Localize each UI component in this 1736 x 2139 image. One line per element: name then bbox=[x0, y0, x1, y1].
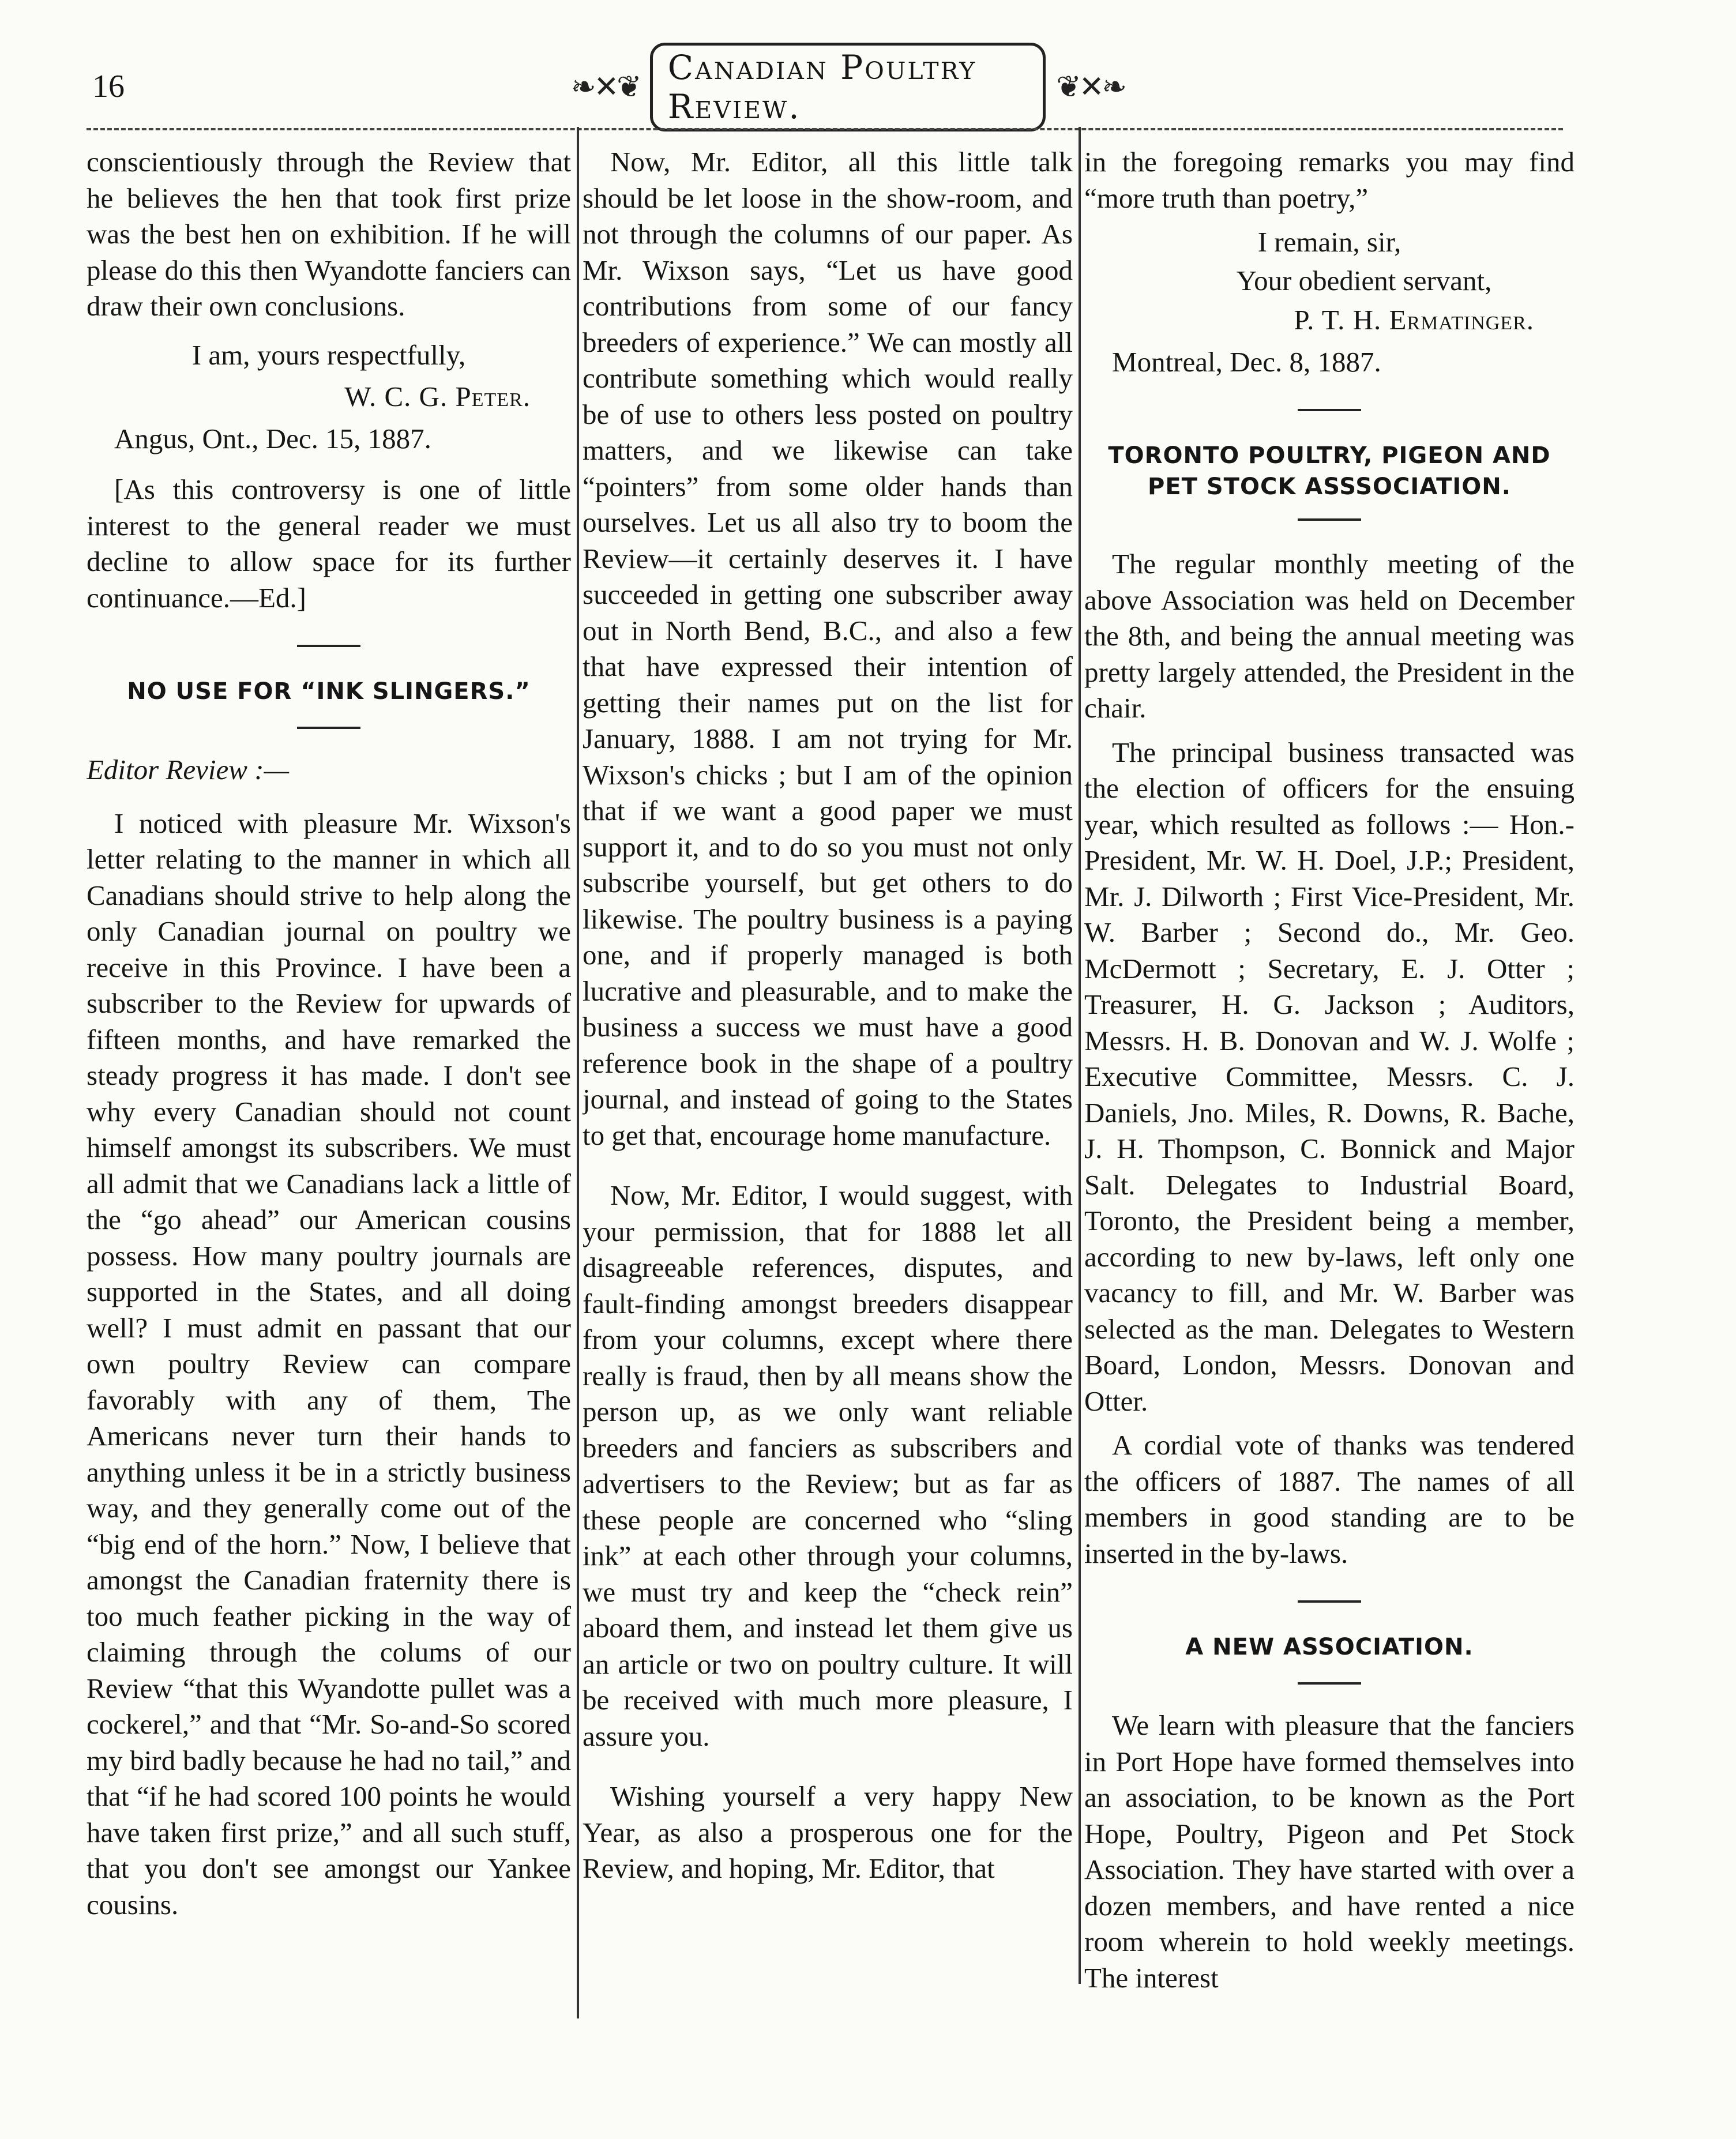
column-divider bbox=[577, 127, 579, 2018]
article-paragraph: The principal business transacted was the election of officers for the ensuing year, which resulted as follows :— Hon.-President, Mr. W. H. Doel, J.P.; President, Mr. J. Dilworth ; First Vice-President, Mr. W. Barber ; Second do., Mr. Geo. McDermott ; Secretary, E. J. Otter ; Treasurer, H. G. Jackson ; Auditors, Messrs. H. B. Donovan and W. J. Wolfe ; Executive Committee, Messrs. C. J. Daniels, Jno. Miles, R. Downs, R. Bache, J. H. Thompson, C. Bonnick and Major Salt. Delegates to Industrial Board, Toronto, the President being a member, according to new by-laws, left only one vacancy to fill, and Mr. W. Barber was selected as the man. Delegates to Western Board, London, Messrs. Donovan and Otter. bbox=[1084, 736, 1575, 1417]
letter-body-paragraph: Now, Mr. Editor, all this little talk should be let loose in the show-room, and not through the columns of our paper. As Mr. Wixson says, “Let us have good contributions from some of our fancy breeders of experience.” We can mostly all contribute something which would really be of use to others less posted on poultry matters, and we likewise can take “pointers” from some older hands than ourselves. Let us all also try to boom the Review—it certainly deserves it. I have succeeded in getting one subscriber away out in North Bend, B.C., and also a few that have expressed their intention of getting their names put on the list for January, 1888. I am not trying for Mr. Wixson's chicks ; but I am of the opinion that if we want a good paper we must support it, and to do so you must not only subscribe yourself, but get others to do likewise. The poultry business is a paying one, and if properly managed is both lucrative and pleasurable, and to make the business a success we must have a good reference book in the shape of a poultry journal, and instead of going to the States to get that, encourage home manufacture. bbox=[583, 146, 1073, 1151]
column-3 bbox=[1084, 144, 1575, 2007]
publication-title: Canadian Poultry Review. bbox=[650, 43, 1046, 131]
masthead bbox=[571, 48, 1125, 126]
letter-signature bbox=[1084, 302, 1575, 339]
section-rule bbox=[1298, 409, 1361, 411]
editor-note: [As this controversy is one of little interest to the general reader we must decline to allow space for its further continuance.—Ed.] bbox=[87, 473, 571, 614]
signature-name: P. T. H. Ermatinger. bbox=[1294, 304, 1534, 336]
article-paragraph: We learn with pleasure that the fanciers in Port Hope have formed themselves into an association, to be known as the Port Hope, Poultry, Pigeon and Pet Stock Association. They have started with over a dozen members, and have rented a nice room wherein to hold weekly meetings. The interest bbox=[1084, 1709, 1575, 1994]
letter-body-paragraph: Wishing yourself a very happy New Year, as also a prosperous one for the Review, and hoping, Mr. Editor, that bbox=[583, 1780, 1073, 1884]
article-headline: A NEW ASSOCIATION. bbox=[1185, 1634, 1474, 1660]
letter-continuation: conscientiously through the Review that he believes the hen that took first prize was the best hen on exhibition. If he will please do this then Wyandotte fanciers can draw their own conclusions. bbox=[87, 146, 571, 322]
column-2 bbox=[583, 144, 1073, 2007]
page-number: 16 bbox=[92, 69, 125, 104]
letter-dateline: Montreal, Dec. 8, 1887. bbox=[1112, 345, 1381, 378]
column-1 bbox=[87, 144, 571, 2007]
ornament-right: ❦✕❧ bbox=[1056, 71, 1125, 104]
signature-name: W. C. G. Peter. bbox=[344, 381, 531, 412]
ornament-left: ❧✕❦ bbox=[571, 71, 640, 104]
letter-closing: I remain, sir, bbox=[1257, 226, 1401, 258]
section-rule bbox=[297, 645, 360, 647]
header-rule bbox=[87, 128, 1563, 130]
letter-body-paragraph: I noticed with pleasure Mr. Wixson's letter relating to the manner in which all Canadians should strive to help along the only Canadian journal on poultry we receive in this Province. I have been a subscriber to the Review for upwards of fifteen months, and have remarked the steady progress it has made. I don't see why every Canadian should not count himself amongst its subscribers. We must all admit that we Canadians lack a little of the “go ahead” our American cousins possess. How many poultry journals are supported in the States, and all doing well? I must admit en passant that our own poultry Review can compare favorably with any of them, The Americans never turn their hands to anything unless it be in a strictly business way, and they generally come out of the “big end of the horn.” Now, I believe that amongst the Canadian fraternity there is too much feather picking in the way of claiming through the colums of our Review “that this Wyandotte pullet was a cockerel,” and that “Mr. So-and-So scored my bird badly because he had no tail,” and that “if he had scored 100 points he would have taken first prize,” and all such stuff, that you don't see amongst our Yankee cousins. bbox=[87, 807, 571, 1920]
letter-salutation: Editor Review :— bbox=[87, 754, 290, 785]
column-divider bbox=[1079, 127, 1081, 1984]
letter-closing: Your obedient servant, bbox=[1236, 264, 1492, 296]
article-headline: TORONTO POULTRY, PIGEON AND PET STOCK ASSSOCIATION. bbox=[1108, 442, 1551, 500]
section-rule bbox=[1298, 1600, 1361, 1603]
letter-continuation: in the foregoing remarks you may find “more truth than poetry,” bbox=[1084, 146, 1575, 214]
letter-signature bbox=[87, 379, 571, 415]
headline-rule bbox=[297, 727, 360, 729]
article-paragraph: A cordial vote of thanks was tendered the officers of 1887. The names of all members in good standing are to be inserted in the by-laws. bbox=[1084, 1429, 1575, 1569]
headline-rule bbox=[1298, 1682, 1361, 1685]
headline-rule bbox=[1298, 518, 1361, 521]
article-paragraph: The regular monthly meeting of the above Association was held on December the 8th, and being the annual meeting was pretty largely attended, the President in the chair. bbox=[1084, 548, 1575, 724]
article-headline: NO USE FOR “INK SLINGERS.” bbox=[127, 678, 531, 705]
letter-dateline: Angus, Ont., Dec. 15, 1887. bbox=[114, 422, 431, 454]
letter-body-paragraph: Now, Mr. Editor, I would suggest, with your permission, that for 1888 let all disagreeable references, disputes, and fault-finding amongst breeders disappear from your columns, except where there really is fraud, then by all means show the person up, as we only want reliable breeders and fanciers as subscribers and advertisers to the Review; but as far as these people are concerned who “sling ink” at each other through your columns, we must try and keep the “check rein” aboard them, and instead let them give us an article or two on poultry culture. It will be received with much more pleasure, I assure you. bbox=[583, 1179, 1073, 1752]
letter-closing: I am, yours respectfully, bbox=[191, 339, 466, 371]
